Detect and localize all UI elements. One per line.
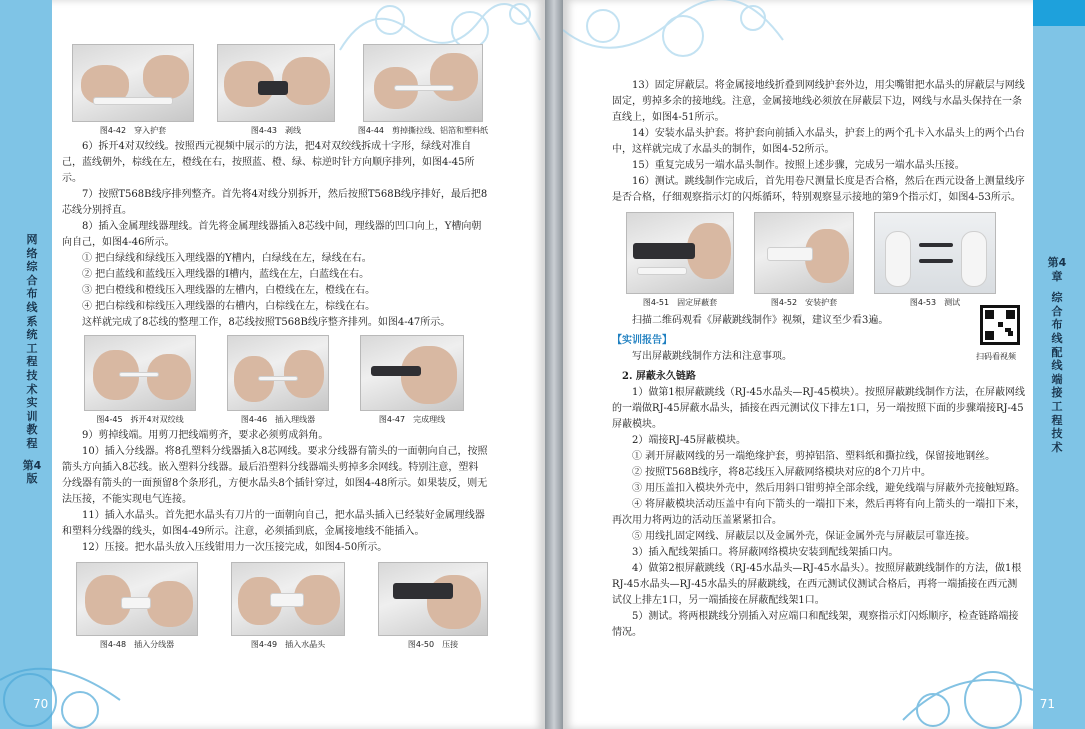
left-side-title bbox=[22, 233, 42, 486]
left-book-title: 网络综合布线系统工程技术实训教程 bbox=[26, 233, 38, 450]
step-8-item-3: ③ 把白橙线和橙线压入理线器的左槽内，白橙线在左，橙线在右。 bbox=[82, 285, 376, 296]
step-10: 10）插入分线器。将8孔塑料分线器插入8芯网线。要求分线器有箭头的一面朝向自己，按照箭头方向插入8芯线。嵌入塑料分线器。最后沿塑料分线器端头剪掉多余网线。特别注意，塑料分线器有箭头的一面预留8个条形孔，方便水晶头8个插针穿过，如图4-48所示。如果装反，则无法压接，不能实现电气连接。 bbox=[62, 446, 488, 505]
chapter-tab bbox=[1033, 0, 1085, 26]
left-sidebar bbox=[0, 0, 52, 729]
figure-row-middle bbox=[84, 335, 464, 426]
step-14: 14）安装水晶头护套。将护套向前插入水晶头，护套上的两个孔卡入水晶头上的两个凸台中，这样就完成了水晶头的制作，如图4-52所示。 bbox=[612, 128, 1025, 155]
step-12: 12）压接。把水晶头放入压线钳用力一次压接完成，如图4-50所示。 bbox=[82, 542, 388, 553]
right-chapter-title: 综合布线配线端接工程技术 bbox=[1051, 291, 1063, 454]
figure-row-top bbox=[72, 44, 488, 137]
photo-sheath bbox=[72, 44, 194, 122]
caption-4-47: 图4-47 完成理线 bbox=[378, 415, 446, 424]
photo-untwist bbox=[84, 335, 196, 411]
right-page-number: 71 bbox=[1039, 697, 1055, 711]
top-ornament-right bbox=[563, 0, 793, 70]
photo-crimp bbox=[378, 562, 488, 636]
right-content bbox=[612, 78, 1026, 641]
caption-4-46: 图4-46 插入理线器 bbox=[240, 415, 316, 424]
photo-done bbox=[360, 335, 464, 411]
caption-4-44: 图4-44 剪掉撕拉线、铝箔和塑料纸 bbox=[357, 126, 488, 135]
caption-4-49: 图4-49 插入水晶头 bbox=[250, 640, 326, 649]
photo-wire-manager bbox=[227, 335, 329, 411]
figure-4-45 bbox=[84, 335, 196, 426]
link-step-2: 2）端接RJ-45屏蔽模块。 bbox=[632, 435, 747, 446]
caption-4-45: 图4-45 拆开4对双绞线 bbox=[96, 415, 184, 424]
link-step-5: 5）测试。将两根跳线分别插入对应端口和配线架，观察指示灯闪烁顺序，检查链路端接情况。 bbox=[612, 611, 1019, 638]
figure-4-47 bbox=[360, 335, 464, 426]
caption-4-50: 图4-50 压接 bbox=[407, 640, 459, 649]
caption-4-42: 图4-42 穿入护套 bbox=[99, 126, 167, 135]
figure-4-48 bbox=[76, 562, 198, 651]
figure-4-50 bbox=[378, 562, 488, 651]
figure-4-53 bbox=[874, 212, 996, 309]
link-step-1: 1）做第1根屏蔽跳线（RJ-45水晶头—RJ-45模块）。按照屏蔽跳线制作方法，在屏蔽网线的一端做RJ-45屏蔽水晶头，插接在西元测试仪下排左1口，另一端按照下面的步骤端接RJ-45屏蔽模块。 bbox=[612, 387, 1026, 430]
link-step-2-item-3: ③ 用压盖扣入模块外壳中，然后用斜口钳剪掉全部余线，避免线端与屏蔽外壳接触短路。 bbox=[632, 483, 1026, 494]
report-heading: 【实训报告】 bbox=[612, 335, 672, 346]
left-edition: 第4版 bbox=[22, 458, 42, 486]
step-8-item-1: ① 把白绿线和绿线压入理线器的Y槽内，白绿线在左，绿线在右。 bbox=[82, 253, 372, 264]
photo-cut-foil bbox=[363, 44, 483, 122]
caption-4-48: 图4-48 插入分线器 bbox=[99, 640, 175, 649]
step-13: 13）固定屏蔽层。将金属接地线折叠到网线护套外边，用尖嘴钳把水晶头的屏蔽层与网线固定，剪掉多余的接地线。注意，金属接地线必须放在屏蔽层下边，网线与水晶头保持在一条直线上，如图4-51所示。 bbox=[612, 80, 1025, 123]
figure-4-44 bbox=[358, 44, 488, 137]
link-step-4: 4）做第2根屏蔽跳线（RJ-45水晶头—RJ-45水晶头）。按照屏蔽跳线制作的方法，做1根RJ-45水晶头—RJ-45水晶头的屏蔽跳线，在西元测试仪测试合格后，再将一端插接在西元测试仪上排左1口，另一端插接在屏蔽配线架1口。 bbox=[612, 563, 1022, 606]
qr-code[interactable] bbox=[980, 305, 1020, 345]
figure-4-49 bbox=[231, 562, 345, 651]
photo-tester bbox=[874, 212, 996, 294]
photo-strip bbox=[217, 44, 335, 122]
link-step-3: 3）插入配线架插口。将屏蔽网络模块安装到配线架插口内。 bbox=[632, 547, 899, 558]
qr-label: 扫码看视频 bbox=[976, 352, 1016, 361]
caption-4-52: 图4-52 安装护套 bbox=[770, 298, 838, 307]
figure-4-46 bbox=[227, 335, 329, 426]
step-9: 9）剪掉线端。用剪刀把线端剪齐，要求必须剪成斜角。 bbox=[82, 430, 329, 441]
link-step-2-item-4: ④ 将屏蔽模块活动压盖中有向下箭头的一端扣下来，然后再将有向上箭头的一端扣下来，再次用力将两边的活动压盖紧紧扣合。 bbox=[612, 499, 1026, 526]
figure-row-right bbox=[626, 212, 996, 309]
step-16: 16）测试。跳线制作完成后，首先用卷尺测量长度是否合格，然后在西元设备上测量线序是否合格，仔细观察指示灯的闪烁循环，特别观察显示接地的第9个指示灯，如图4-53所示。 bbox=[612, 176, 1025, 203]
book-gutter bbox=[545, 0, 563, 729]
photo-shield bbox=[626, 212, 734, 294]
step-8-summary: 这样就完成了8芯线的整理工作，8芯线按照T568B线序整齐排列。如图4-47所示。 bbox=[82, 317, 451, 328]
step-15: 15）重复完成另一端水晶头制作。按照上述步骤，完成另一端水晶头压接。 bbox=[632, 160, 965, 171]
link-step-2-item-2: ② 按照T568B线序，将8芯线压入屏蔽网络模块对应的8个刀片中。 bbox=[632, 467, 932, 478]
step-8: 8）插入金属理线器理线。首先将金属理线器插入8芯线中间，理线器的凹口向上，Y槽向朝向自己，如图4-46所示。 bbox=[62, 221, 482, 248]
step-8-item-2: ② 把白蓝线和蓝线压入理线器的Ⅰ槽内，蓝线在左，白蓝线在右。 bbox=[82, 269, 370, 280]
figure-4-42 bbox=[72, 44, 194, 137]
figure-4-43 bbox=[217, 44, 335, 137]
caption-4-53: 图4-53 测试 bbox=[909, 298, 961, 307]
figure-row-bottom bbox=[76, 562, 488, 651]
right-page bbox=[563, 0, 1085, 729]
report-block bbox=[612, 313, 1026, 365]
caption-4-51: 图4-51 固定屏蔽套 bbox=[642, 298, 718, 307]
link-step-2-item-1: ① 剥开屏蔽网线的另一端绝缘护套，剪掉铝箔、塑料纸和撕拉线，保留接地钢丝。 bbox=[632, 451, 996, 462]
section-2-heading: 2. 屏蔽永久链路 bbox=[622, 371, 696, 382]
step-8-item-4: ④ 把白棕线和棕线压入理线器的右槽内，白棕线在左，棕线在右。 bbox=[82, 301, 376, 312]
step-11: 11）插入水晶头。首先把水晶头有刀片的一面朝向自己，把水晶头插入已经装好金属理线器和塑料分线器的线头，如图4-49所示。注意，必须插到底，金属接地线不能插入。 bbox=[62, 510, 485, 537]
report-text: 写出屏蔽跳线制作方法和注意事项。 bbox=[632, 351, 792, 362]
right-side-title bbox=[1047, 256, 1067, 454]
step-6: 6）拆开4对双绞线。按照西元视频中展示的方法，把4对双绞线拆成十字形，绿线对准自己，蓝线朝外，棕线在左，橙线在右，按照蓝、橙、绿、棕逆时针方向顺序排列，如图4-45所示。 bbox=[62, 141, 475, 184]
caption-4-43: 图4-43 剥线 bbox=[250, 126, 301, 135]
left-page-number: 70 bbox=[33, 697, 49, 711]
scan-instruction: 扫描二维码观看《屏蔽跳线制作》视频，建议至少看3遍。 bbox=[632, 315, 889, 326]
right-chapter: 第4章 bbox=[1047, 256, 1067, 283]
photo-splitter bbox=[76, 562, 198, 636]
right-sidebar bbox=[1033, 0, 1085, 729]
photo-boot bbox=[754, 212, 854, 294]
figure-4-52 bbox=[754, 212, 854, 309]
figure-4-51 bbox=[626, 212, 734, 309]
left-content bbox=[62, 44, 488, 651]
step-7: 7）按照T568B线序排列整齐。首先将4对线分别拆开，然后按照T568B线序排好，最后把8芯线分别捋直。 bbox=[62, 189, 488, 216]
link-step-2-item-5: ⑤ 用线扎固定网线、屏蔽层以及金属外壳，保证金属外壳与屏蔽层可靠连接。 bbox=[632, 531, 976, 542]
photo-rj45 bbox=[231, 562, 345, 636]
